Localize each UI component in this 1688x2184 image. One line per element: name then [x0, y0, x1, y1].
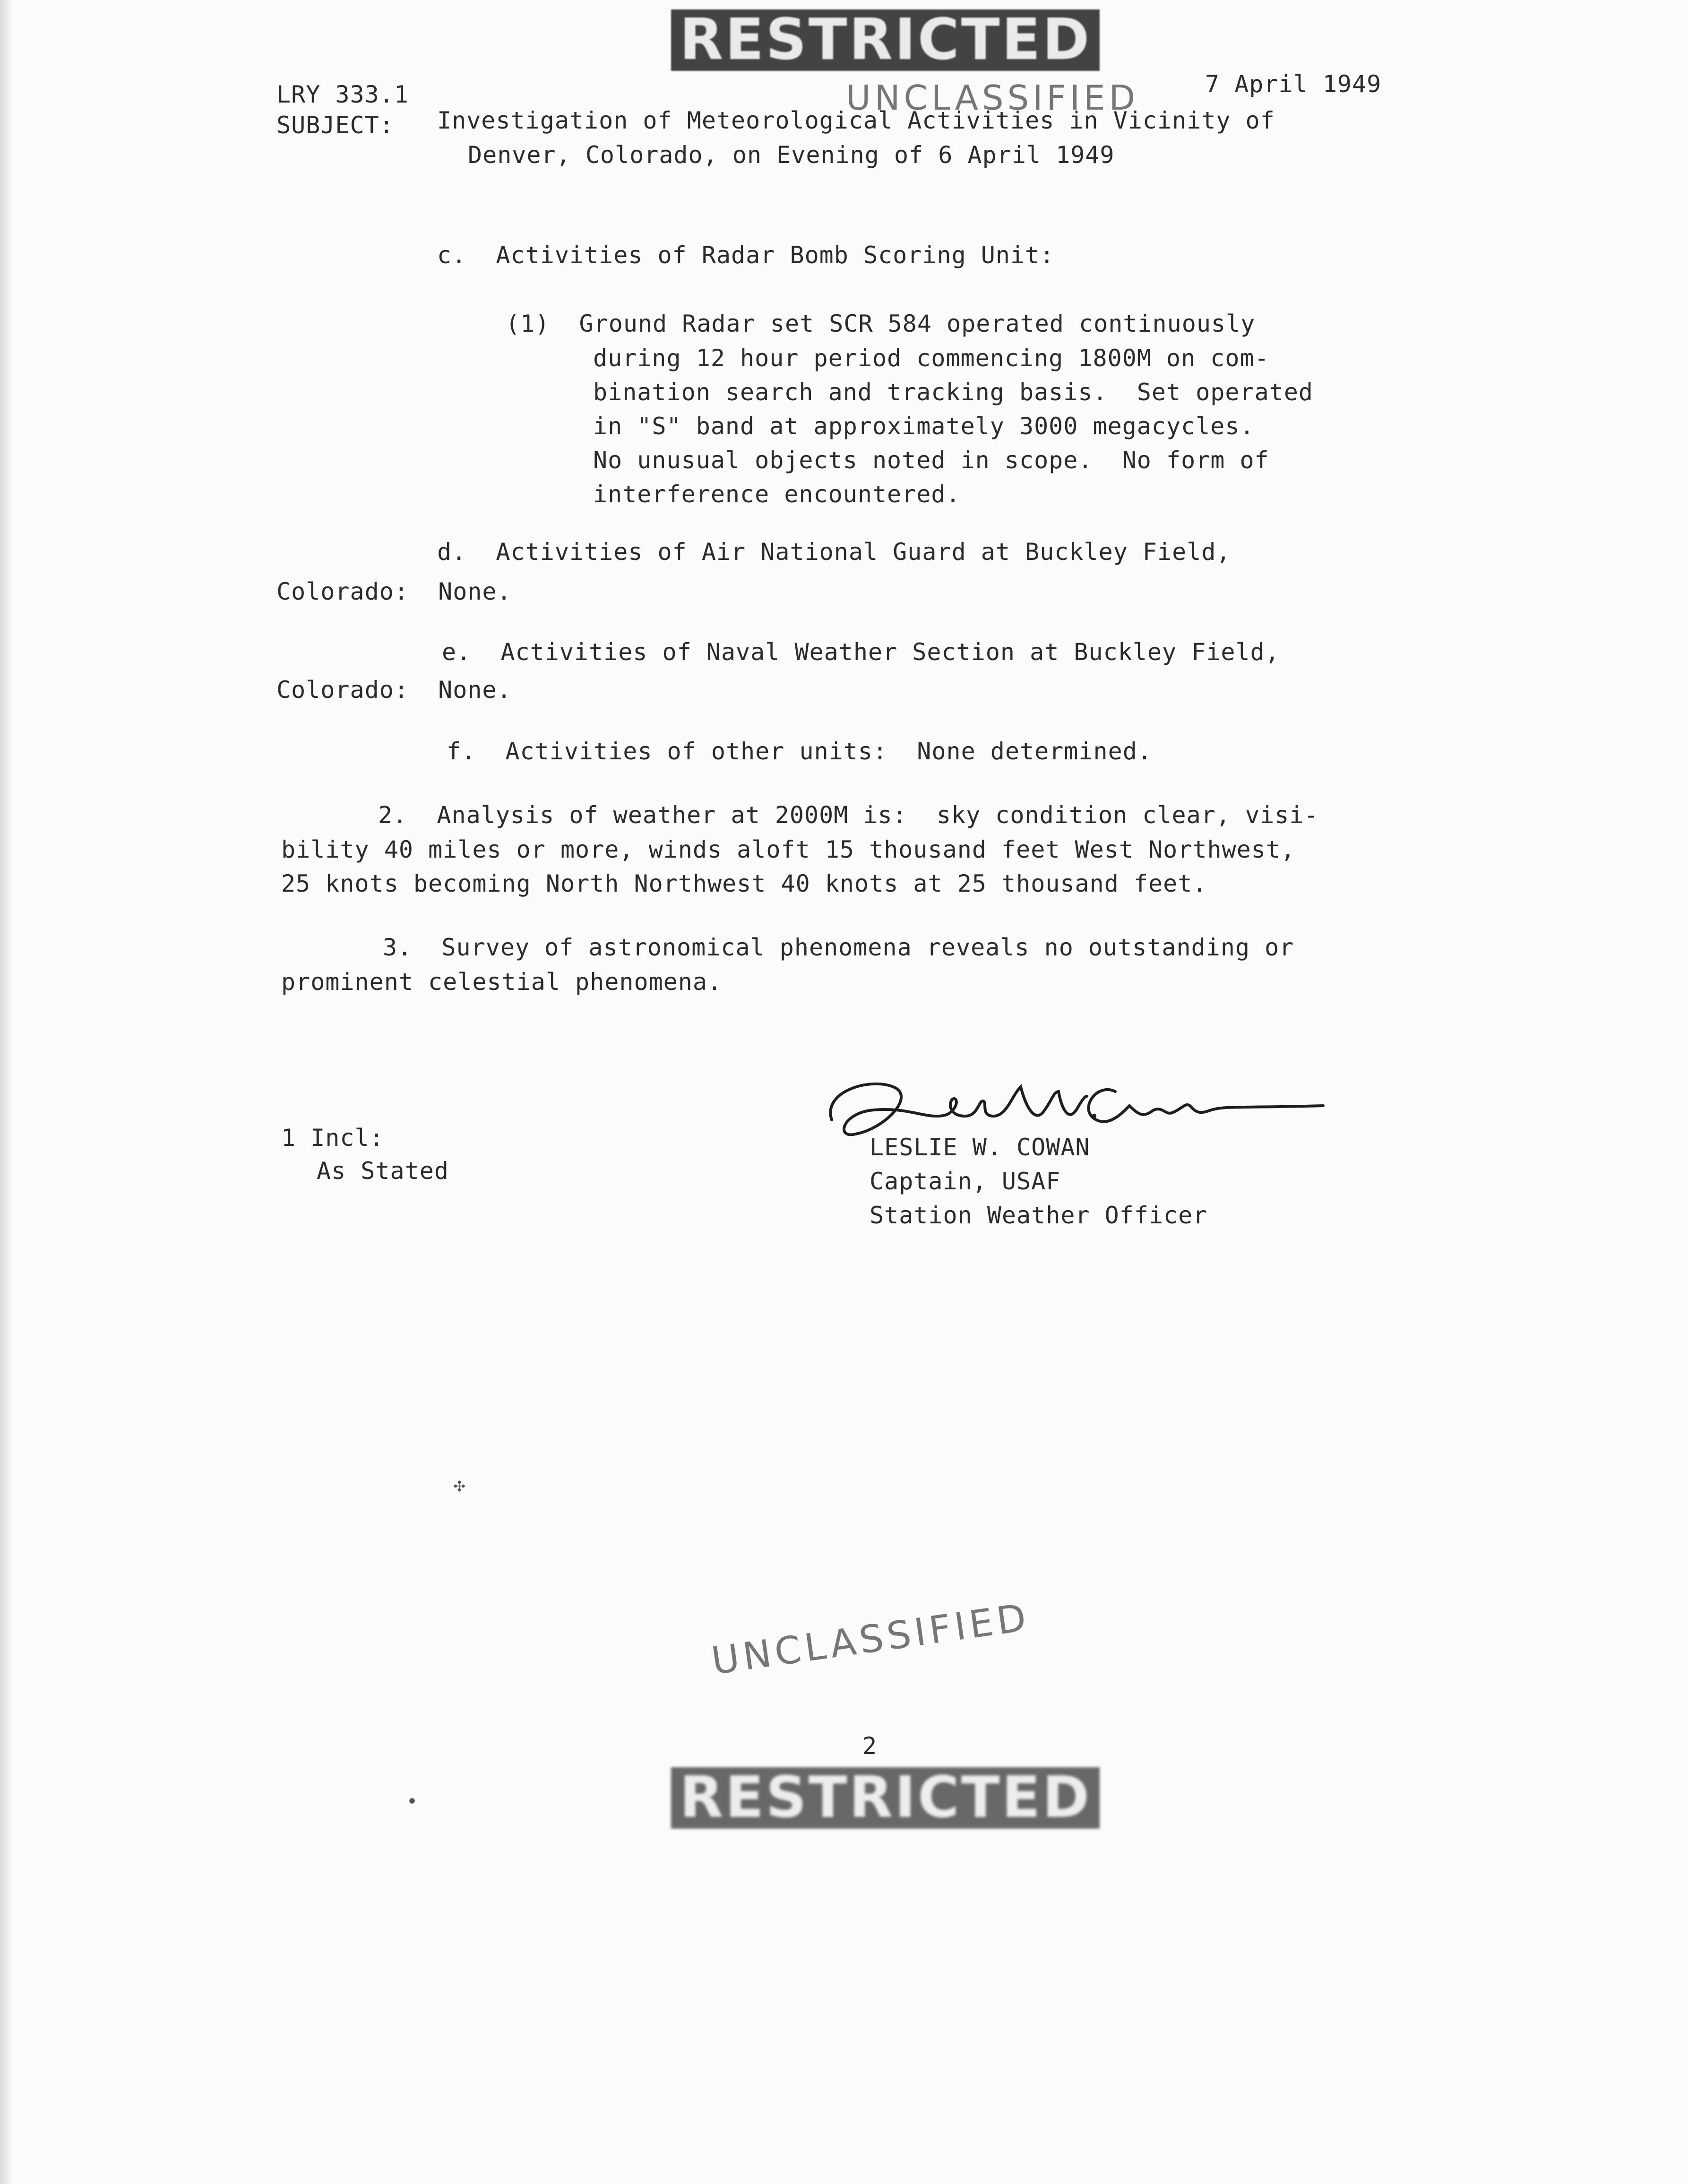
signer-name: LESLIE W. COWAN [870, 1134, 1090, 1161]
restricted-stamp-top: RESTRICTED [671, 9, 1100, 71]
subject-label: SUBJECT: [276, 112, 394, 139]
document-date: 7 April 1949 [1205, 70, 1382, 98]
paragraph-2-line-2: bility 40 miles or more, winds aloft 15 thousand feet West Northwest, [281, 836, 1296, 863]
c1-line-3: bination search and tracking basis. Set operated [593, 378, 1314, 406]
signer-rank: Captain, USAF [870, 1168, 1061, 1195]
enclosure-line-1: 1 Incl: [281, 1124, 384, 1152]
section-f-line: f. Activities of other units: None determined. [447, 738, 1152, 765]
subject-line-2: Denver, Colorado, on Evening of 6 April 1949 [468, 141, 1115, 169]
scan-edge [0, 0, 12, 2184]
c1-line-2: during 12 hour period commencing 1800M on com- [593, 344, 1269, 372]
section-d-line-2: Colorado: None. [276, 578, 512, 605]
unclassified-stamp-top: UNCLASSIFIED [846, 78, 1139, 118]
section-e-line-1: e. Activities of Naval Weather Section at Buckley Field, [442, 638, 1280, 666]
scan-speck: ✣ [454, 1474, 465, 1496]
section-c-heading: c. Activities of Radar Bomb Scoring Unit: [437, 241, 1055, 269]
signer-title: Station Weather Officer [870, 1202, 1208, 1229]
c1-line-5: No unusual objects noted in scope. No form of [593, 447, 1269, 474]
paragraph-3-line-1: 3. Survey of astronomical phenomena reveals no outstanding or [383, 934, 1294, 961]
file-reference: LRY 333.1 [276, 81, 409, 108]
scan-speck: • [406, 1791, 418, 1813]
c1-line-4: in "S" band at approximately 3000 megacycles. [593, 413, 1255, 440]
section-e-line-2: Colorado: None. [276, 676, 512, 704]
subject-line-1: Investigation of Meteorological Activities in Vicinity of [437, 107, 1275, 134]
paragraph-2-line-3: 25 knots becoming North Northwest 40 knots at 25 thousand feet. [281, 870, 1207, 897]
restricted-stamp-bottom: RESTRICTED [671, 1767, 1100, 1829]
c1-line-1: (1) Ground Radar set SCR 584 operated continuously [506, 310, 1256, 337]
page-number: 2 [862, 1732, 878, 1760]
paragraph-3-line-2: prominent celestial phenomena. [281, 968, 723, 996]
section-d-line-1: d. Activities of Air National Guard at Buckley Field, [437, 538, 1231, 566]
unclassified-stamp-bottom: UNCLASSIFIED [709, 1595, 1033, 1684]
paragraph-2-line-1: 2. Analysis of weather at 2000M is: sky condition clear, visi- [378, 801, 1319, 829]
c1-line-6: interference encountered. [593, 481, 961, 508]
enclosure-line-2: As Stated [317, 1157, 449, 1185]
